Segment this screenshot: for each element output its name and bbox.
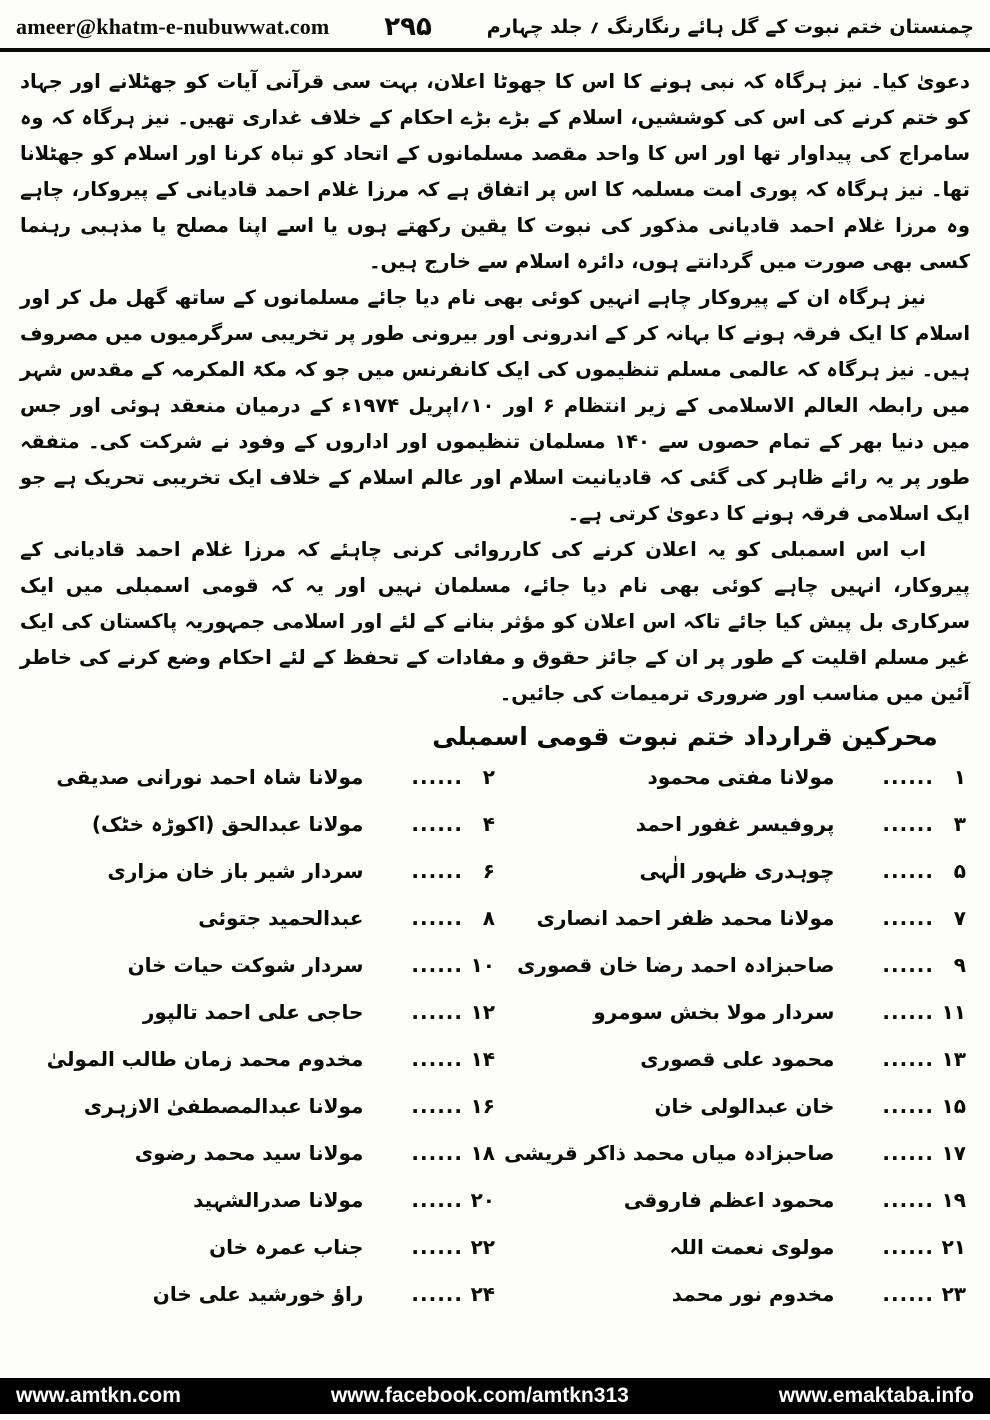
leader-dots: ...... xyxy=(411,1000,463,1024)
list-item-number: ۱۵ xyxy=(941,1094,966,1118)
list-item xyxy=(495,906,966,953)
list-item-number: ۲۰ xyxy=(470,1188,495,1212)
list-item xyxy=(495,812,966,859)
list-item-name: مولوی نعمت اللہ xyxy=(669,1235,835,1259)
list-item xyxy=(24,906,495,953)
list-item xyxy=(495,1141,966,1188)
paragraph-3: اب اس اسمبلی کو یہ اعلان کرنے کی کارروائی کرنی چاہئے کہ مرزا غلام احمد قادیانی کے پیروکار، انہیں چاہے کوئی بھی نام دیا جائے، مسلمان نہیں اور یہ کہ قومی اسمبلی میں ایک سرکاری بل پیش کیا جائے تاکہ اس اعلان کو مؤثر بنانے کے لئے اور اسلامی جمہوریہ پاکستان کی ایک غیر مسلم اقلیت کے طور پر ان کے جائز حقوق و مفادات کے تحفظ کے لئے احکام وضع کرنے کی خاطر آئین میں مناسب اور ضروری ترمیمات کی جائیں۔ xyxy=(20,538,970,705)
footer-url-emaktaba: www.emaktaba.info xyxy=(778,1384,974,1407)
list-item xyxy=(495,1188,966,1235)
list-item-name: مولانا صدرالشہید xyxy=(193,1188,364,1212)
list-item-number: ۱۴ xyxy=(470,1047,495,1071)
list-item-name: خان عبدالولی خان xyxy=(654,1094,835,1118)
leader-dots: ...... xyxy=(411,1188,463,1212)
list-item xyxy=(24,812,495,859)
list-item-name: حاجی علی احمد تالپور xyxy=(142,1000,364,1024)
leader-dots: ...... xyxy=(882,953,934,977)
leader-dots: ...... xyxy=(411,906,463,930)
leader-dots: ...... xyxy=(411,812,463,836)
list-item-number: ۱۰ xyxy=(470,953,495,977)
list-item xyxy=(495,1094,966,1141)
leader-dots: ...... xyxy=(882,1188,934,1212)
movers-column-left xyxy=(24,765,495,1329)
paragraph-2: نیز ہرگاہ ان کے پیروکار چاہے انہیں کوئی بھی نام دیا جائے مسلمانوں کے ساتھ گھل مل کر اور اسلام کا ایک فرقہ ہونے کا بہانہ کر کے اندرونی اور بیرونی طور پر تخریبی سرگرمیوں میں مصروف ہیں۔ نیز ہرگاہ کہ عالمی مسلم تنظیموں کی ایک کانفرنس میں جو کہ مکۃ المکرمہ کے مقدس شہر میں رابطہ العالم الاسلامی کے زیر انتظام ۶ اور ۱۰؍اپریل ۱۹۷۴ء کے درمیان منعقد ہوئی اور جس میں دنیا بھر کے تمام حصوں سے ۱۴۰ مسلمان تنظیموں اور اداروں کے وفود نے شرکت کی۔ متفقہ طور پر یہ رائے ظاہر کی گئی کہ قادیانیت اسلام اور عالم اسلام کے خلاف ایک تخریبی تحریک ہے جو ایک اسلامی فرقہ ہونے کا دعویٰ کرتی ہے۔ xyxy=(20,286,970,525)
leader-dots: ...... xyxy=(411,953,463,977)
list-item-name: مولانا عبدالمصطفیٰ الازہری xyxy=(83,1094,364,1118)
list-item-number: ۷ xyxy=(953,906,966,930)
leader-dots: ...... xyxy=(882,812,934,836)
list-item xyxy=(495,765,966,812)
list-item-name: محمود اعظم فاروقی xyxy=(623,1188,835,1212)
page-header xyxy=(0,0,990,52)
list-item-number: ۱۶ xyxy=(470,1094,495,1118)
book-title: چمنستان ختم نبوت کے گل ہائے رنگارنگ ؍ جلد چہارم xyxy=(486,16,974,38)
list-item-number: ۱۹ xyxy=(941,1188,966,1212)
list-item-number: ۱ xyxy=(953,765,966,789)
list-item xyxy=(495,1235,966,1282)
list-item xyxy=(24,953,495,1000)
list-item-number: ۶ xyxy=(482,859,495,883)
list-item-name: مخدوم محمد زمان طالب المولیٰ xyxy=(46,1047,364,1071)
list-item xyxy=(24,1094,495,1141)
list-item-number: ۸ xyxy=(482,906,495,930)
list-item-number: ۲۱ xyxy=(941,1235,966,1259)
leader-dots: ...... xyxy=(411,1141,463,1165)
leader-dots: ...... xyxy=(411,1282,463,1306)
list-item xyxy=(24,1141,495,1188)
list-item-name: عبدالحمید جتوئی xyxy=(198,906,364,930)
list-item-name: جناب عمرہ خان xyxy=(209,1235,364,1259)
list-item-name: چوہدری ظہور الٰہی xyxy=(639,859,835,883)
list-item xyxy=(495,1282,966,1329)
leader-dots: ...... xyxy=(882,1047,934,1071)
list-item-number: ۳ xyxy=(953,812,966,836)
list-item-number: ۲۲ xyxy=(470,1235,495,1259)
leader-dots: ...... xyxy=(411,1235,463,1259)
leader-dots: ...... xyxy=(882,1094,934,1118)
list-item xyxy=(24,859,495,906)
list-item xyxy=(24,1000,495,1047)
footer-url-facebook: www.facebook.com/amtkn313 xyxy=(330,1384,629,1407)
page-number: ۲۹۵ xyxy=(384,12,432,42)
list-item-name: محمود علی قصوری xyxy=(640,1047,835,1071)
list-item xyxy=(495,953,966,1000)
page-footer xyxy=(0,1378,990,1414)
leader-dots: ...... xyxy=(411,859,463,883)
movers-column-right xyxy=(495,765,966,1329)
leader-dots: ...... xyxy=(882,1000,934,1024)
leader-dots: ...... xyxy=(882,859,934,883)
list-item-name: مولانا مفتی محمود xyxy=(647,765,835,789)
footer-url-amtkn: www.amtkn.com xyxy=(16,1384,181,1407)
list-item-number: ۲ xyxy=(482,765,495,789)
list-item-name: مولانا شاہ احمد نورانی صدیقی xyxy=(56,765,364,789)
list-item-name: مخدوم نور محمد xyxy=(671,1282,835,1306)
list-item xyxy=(24,1047,495,1094)
leader-dots: ...... xyxy=(882,906,934,930)
leader-dots: ...... xyxy=(411,1094,463,1118)
leader-dots: ...... xyxy=(411,1047,463,1071)
list-item-number: ۲۴ xyxy=(470,1282,495,1306)
list-item xyxy=(24,1188,495,1235)
list-item-name: مولانا سید محمد رضوی xyxy=(134,1141,364,1165)
list-item xyxy=(24,765,495,812)
list-item-name: صاحبزادہ احمد رضا خان قصوری xyxy=(517,953,835,977)
list-item xyxy=(24,1282,495,1329)
contact-email: ameer@khatm-e-nubuwwat.com xyxy=(16,14,330,39)
movers-list-heading: محرکین قرارداد ختم نبوت قومی اسمبلی xyxy=(432,722,938,751)
leader-dots: ...... xyxy=(882,1282,934,1306)
list-item-name: مولانا محمد ظفر احمد انصاری xyxy=(536,906,835,930)
leader-dots: ...... xyxy=(882,1141,934,1165)
list-item-number: ۱۲ xyxy=(470,1000,495,1024)
list-item-number: ۱۷ xyxy=(941,1141,966,1165)
paragraph-1: دعویٰ کیا۔ نیز ہرگاہ کہ نبی ہونے کا اس کا جھوٹا اعلان، بہت سی قرآنی آیات کو جھٹلانے اور جہاد کو ختم کرنے کی اس کی کوششیں، اسلام کے بڑے بڑے احکام کے خلاف غداری تھیں۔ نیز ہرگاہ کہ وہ سامراج کی پیداوار تھا اور اس کا واحد مقصد مسلمانوں کے اتحاد کو تباہ کرنا اور اسلام کو جھٹلانا تھا۔ نیز ہرگاہ کہ پوری امت مسلمہ کا اس پر اتفاق ہے کہ مرزا غلام احمد قادیانی کے پیروکار، چاہے وہ مرزا غلام احمد قادیانی مذکور کی نبوت کا یقین رکھتے ہوں یا اسے اپنا مصلح یا مذہبی رہنما کسی بھی صورت میں گردانتے ہوں، دائرہ اسلام سے خارج ہیں۔ xyxy=(20,70,970,273)
list-item-name: سردار شوکت حیات خان xyxy=(127,953,364,977)
leader-dots: ...... xyxy=(882,1235,934,1259)
list-item-name: راؤ خورشید علی خان xyxy=(152,1282,364,1306)
list-item-name: سردار مولا بخش سومرو xyxy=(593,1000,835,1024)
list-item-name: مولانا عبدالحق (اکوڑہ خٹک) xyxy=(91,812,364,836)
list-item-number: ۲۳ xyxy=(941,1282,966,1306)
list-item-number: ۵ xyxy=(953,859,966,883)
list-item xyxy=(495,859,966,906)
list-item-number: ۱۸ xyxy=(470,1141,495,1165)
list-item-name: پروفیسر غفور احمد xyxy=(635,812,835,836)
list-item-number: ۴ xyxy=(482,812,495,836)
movers-list xyxy=(0,757,990,1329)
list-item xyxy=(24,1235,495,1282)
list-item-number: ۱۳ xyxy=(941,1047,966,1071)
body-text xyxy=(0,52,990,712)
list-item-name: صاحبزادہ میاں محمد ذاکر قریشی xyxy=(504,1141,835,1165)
leader-dots: ...... xyxy=(411,765,463,789)
list-item xyxy=(495,1000,966,1047)
leader-dots: ...... xyxy=(882,765,934,789)
list-item-name: سردار شیر باز خان مزاری xyxy=(107,859,364,883)
list-item-number: ۱۱ xyxy=(941,1000,966,1024)
list-item-number: ۹ xyxy=(953,953,966,977)
list-item xyxy=(495,1047,966,1094)
